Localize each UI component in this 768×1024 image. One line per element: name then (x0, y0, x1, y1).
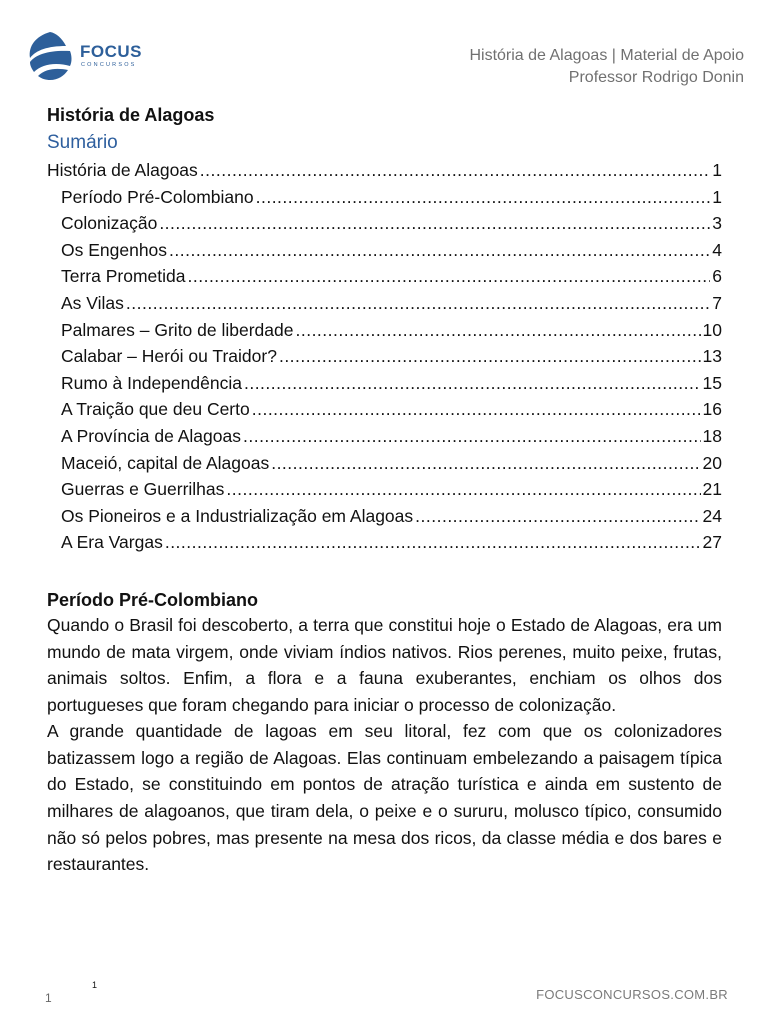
toc-entry-page: 3 (712, 213, 722, 234)
toc-entry[interactable] (47, 423, 722, 450)
toc-leader-dots (256, 184, 711, 211)
focus-logo-icon (26, 30, 74, 82)
toc-entry[interactable] (47, 476, 722, 503)
toc-entry-page: 4 (712, 239, 722, 260)
toc-entry[interactable] (47, 184, 722, 211)
document-title: História de Alagoas (47, 105, 215, 125)
toc-entry[interactable] (47, 450, 722, 477)
toc-entry[interactable] (47, 529, 722, 556)
toc-entry-page: 18 (702, 425, 722, 446)
toc-entry-page: 24 (702, 505, 722, 526)
toc-entry-page: 27 (702, 532, 722, 553)
header-professor-line: Professor Rodrigo Donin (568, 69, 744, 86)
toc-entry-title: Palmares – Grito de liberdade (61, 319, 294, 340)
toc-leader-dots (271, 450, 700, 477)
toc-entry[interactable] (47, 317, 722, 344)
section-heading: Período Pré-Colombiano (47, 589, 259, 610)
toc-entry-title: Os Engenhos (61, 239, 168, 260)
toc-entry[interactable] (47, 237, 722, 264)
toc-entry-page: 1 (712, 186, 722, 207)
toc-entry-page: 6 (712, 266, 722, 287)
document-body (47, 103, 722, 878)
logo-subtext: CONCURSOS (81, 62, 137, 68)
toc-leader-dots (169, 237, 710, 264)
toc-entry[interactable] (47, 370, 722, 397)
toc-entry[interactable] (47, 503, 722, 530)
toc-leader-dots (126, 290, 710, 317)
section-paragraph: Quando o Brasil foi descoberto, a terra que constitui hoje o Estado de Alagoas, era um mundo de mata virgem, onde viviam índios nativos. Rios perenes, muito peixe, frutas, animais soltos. Enfim, a flora e a fauna exuberantes, enchiam os olhos dos portugueses que foram chegando para iniciar o processo de colonização. (47, 614, 722, 715)
toc-entry-title: Os Pioneiros e a Industrialização em Alagoas (61, 505, 414, 526)
section-paragraph: A grande quantidade de lagoas em seu litoral, fez com que os colonizadores batizassem logo a região de Alagoas. Elas continuam embelezando a paisagem típica do Estado, se constituindo em pontos de atração turística e ainda em sustento de milhares de alagoanos, que tiram dela, o peixe e o sururu, molusco típico, consumido não só pelos pobres, mas presente na mesa dos ricos, da classe média e dos bares e restaurantes. (47, 721, 722, 875)
toc-leader-dots (226, 476, 700, 503)
footnote-marker: 1 (92, 980, 98, 990)
toc-entry-page: 21 (702, 479, 722, 500)
toc-entry-title: A Província de Alagoas (61, 425, 241, 446)
toc-entry-title: Guerras e Guerrilhas (61, 479, 225, 500)
toc-leader-dots (244, 370, 701, 397)
toc-entry-title: Colonização (61, 213, 158, 234)
toc-entry[interactable] (47, 263, 722, 290)
header-course-line: História de Alagoas | Material de Apoio (469, 47, 744, 64)
toc-leader-dots (200, 157, 710, 184)
toc-leader-dots (243, 423, 701, 450)
footer-website: FOCUSCONCURSOS.COM.BR (536, 987, 728, 1002)
toc-entry-page: 15 (702, 372, 722, 393)
toc-entry-title: Período Pré-Colombiano (61, 186, 254, 207)
toc-leader-dots (252, 396, 701, 423)
toc-entry[interactable] (47, 343, 722, 370)
table-of-contents (47, 157, 722, 556)
toc-leader-dots (188, 263, 711, 290)
toc-entry-title: História de Alagoas (47, 160, 198, 180)
toc-entry-page: 10 (702, 319, 722, 340)
toc-heading: Sumário (47, 132, 118, 153)
toc-entry[interactable] (47, 210, 722, 237)
toc-entry-page: 16 (702, 399, 722, 420)
toc-entry[interactable] (47, 157, 722, 184)
toc-entry-title: A Traição que deu Certo (61, 399, 250, 420)
page-header (469, 45, 744, 89)
toc-leader-dots (295, 317, 700, 344)
toc-entry-page: 13 (702, 346, 722, 367)
toc-entry-title: Calabar – Herói ou Traidor? (61, 346, 277, 367)
toc-leader-dots (279, 343, 701, 370)
logo-wordmark: FOCUS (80, 42, 142, 61)
toc-entry-title: Maceió, capital de Alagoas (61, 452, 270, 473)
page-number: 1 (45, 991, 52, 1005)
toc-leader-dots (415, 503, 700, 530)
toc-entry-title: A Era Vargas (61, 532, 163, 553)
focus-logo (26, 30, 150, 82)
toc-entry-page: 7 (712, 292, 722, 313)
toc-entry[interactable] (47, 396, 722, 423)
toc-entry-page: 20 (702, 452, 722, 473)
toc-entry[interactable] (47, 290, 722, 317)
toc-entry-page: 1 (712, 160, 722, 180)
toc-entry-title: Rumo à Independência (61, 372, 242, 393)
toc-leader-dots (159, 210, 710, 237)
toc-entry-title: As Vilas (61, 292, 124, 313)
toc-entry-title: Terra Prometida (61, 266, 186, 287)
toc-leader-dots (165, 529, 701, 556)
